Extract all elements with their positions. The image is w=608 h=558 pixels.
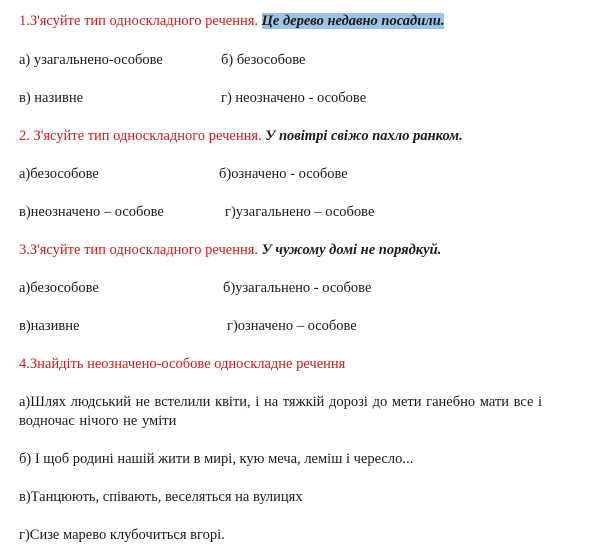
question-3-prompt: 3.З'ясуйте тип односкладного речення. [19, 242, 262, 258]
q1-option-d: г) неозначено - особове [221, 90, 367, 106]
question-2-sentence: У повітрі свіжо пахло ранком. [265, 128, 463, 144]
q4-option-a: а)Шлях людський не встелили квіти, і на тяжкій дорозі до мети ганебно мати все і водночас нічого не уміти [19, 394, 543, 429]
q3-option-b: б)узагальнено - особове [223, 280, 372, 296]
question-2 [19, 127, 463, 145]
question-1-prompt: 1.З'ясуйте тип односкладного речення. [19, 13, 262, 29]
question-4-prompt: 4.Знайдіть неозначено-особове односкладне речення [19, 356, 346, 372]
q3-option-c: в)називне [19, 318, 80, 334]
q4-option-b: б) І щоб родині нашій жити в мирі, кую меча, леміш і чересло... [19, 451, 414, 467]
q2-option-d: г)узагальнено – особове [225, 204, 375, 220]
q2-option-b: б)означено - особове [219, 166, 348, 182]
question-1-sentence: Це дерево недавно посадили. [261, 13, 445, 29]
q1-option-c: в) називне [19, 90, 84, 106]
q1-option-b: б) безособове [221, 52, 306, 68]
q3-option-a: а)безособове [19, 280, 99, 296]
question-3-sentence: У чужому домі не порядкуй. [261, 242, 442, 258]
q2-option-c: в)неозначено – особове [19, 204, 164, 220]
q3-option-d: г)означено – особове [227, 318, 357, 334]
q2-option-a: а)безособове [19, 166, 99, 182]
q4-option-d: г)Сизе марево клубочиться вгорі. [19, 527, 225, 543]
q4-option-c: в)Танцюють, співають, веселяться на вулицях [19, 489, 303, 505]
question-3 [19, 241, 441, 259]
q1-option-a: а) узагальнено-особове [19, 52, 163, 68]
question-1 [19, 12, 444, 30]
question-2-prompt: 2. З'ясуйте тип односкладного речення. [19, 128, 266, 144]
